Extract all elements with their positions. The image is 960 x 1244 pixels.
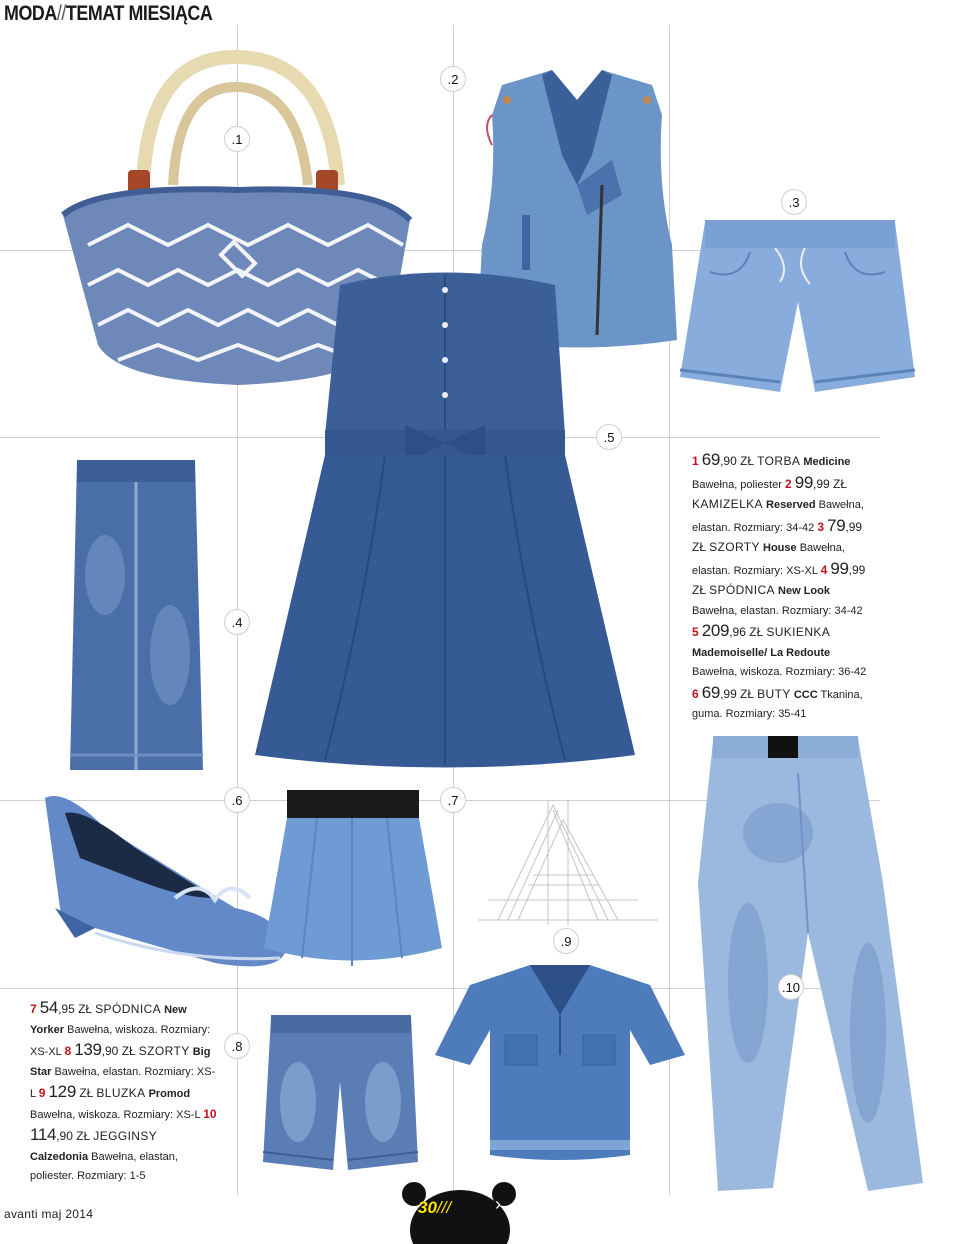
magazine-issue: avanti maj 2014 <box>4 1207 94 1221</box>
product-blouse-image <box>435 960 685 1165</box>
section-label: MODA <box>4 2 57 25</box>
marker-9: .9 <box>553 928 579 954</box>
page-number: 30/// <box>418 1198 452 1217</box>
product-list-right <box>692 450 872 725</box>
marker-4: .4 <box>224 609 250 635</box>
marker-6: .6 <box>224 787 250 813</box>
letter-a-decoration <box>458 800 668 925</box>
product-jeggings-image <box>688 733 928 1196</box>
list-item: 1 69,90 ZŁ TORBA Medicine Bawełna, poliester <box>692 450 851 491</box>
product-dress-image <box>255 265 635 770</box>
list-item: 10 114,90 ZŁ JEGGINSY Calzedonia Bawełna, elastan, poliester. Rozmiary: 1-5 <box>30 1106 217 1182</box>
product-skirt-2-image <box>262 788 444 971</box>
product-shorts-2-image <box>263 1012 418 1177</box>
list-item: 4 99,99 ZŁ SPÓDNICA New Look Bawełna, elastan. Rozmiary: 34-42 <box>692 558 866 617</box>
header-separator: // <box>56 2 66 25</box>
list-item: 5 209,96 ZŁ SUKIENKA Mademoiselle/ La Redoute Bawełna, wiskoza. Rozmiary: 36-42 <box>692 621 867 678</box>
marker-7: .7 <box>440 787 466 813</box>
section-title: TEMAT MIESIĄCA <box>65 2 213 25</box>
marker-3: .3 <box>781 189 807 215</box>
product-skirt-image <box>65 455 210 775</box>
list-item: 8 139,90 ZŁ SZORTY Big Star Bawełna, elastan. Rozmiary: XS-L <box>30 1040 216 1100</box>
page-header <box>4 2 212 26</box>
list-item: 9 129 ZŁ BLUZKA Promod Bawełna, wiskoza. Rozmiary: XS-L <box>30 1082 201 1121</box>
marker-8: .8 <box>224 1033 250 1059</box>
list-item: 6 69,99 ZŁ BUTY CCC Tkanina, guma. Rozmiary: 35-41 <box>692 682 863 720</box>
next-page-icon[interactable]: › <box>495 1193 501 1214</box>
marker-10: .10 <box>778 974 804 1000</box>
marker-5: .5 <box>596 424 622 450</box>
marker-2: .2 <box>440 66 466 92</box>
list-item: 2 99,99 ZŁ KAMIZELKA Reserved Bawełna, elastan. Rozmiary: 34-42 <box>692 472 864 534</box>
list-item: 7 54,95 ZŁ SPÓDNICA New Yorker Bawełna, wiskoza. Rozmiary: XS-XL <box>30 998 211 1058</box>
product-shoe-image <box>35 788 290 973</box>
marker-1: .1 <box>224 126 250 152</box>
product-shorts-image <box>680 212 915 397</box>
product-list-left <box>30 998 218 1187</box>
list-item: 3 79,99 ZŁ SZORTY House Bawełna, elastan. Rozmiary: XS-XL <box>692 515 863 577</box>
